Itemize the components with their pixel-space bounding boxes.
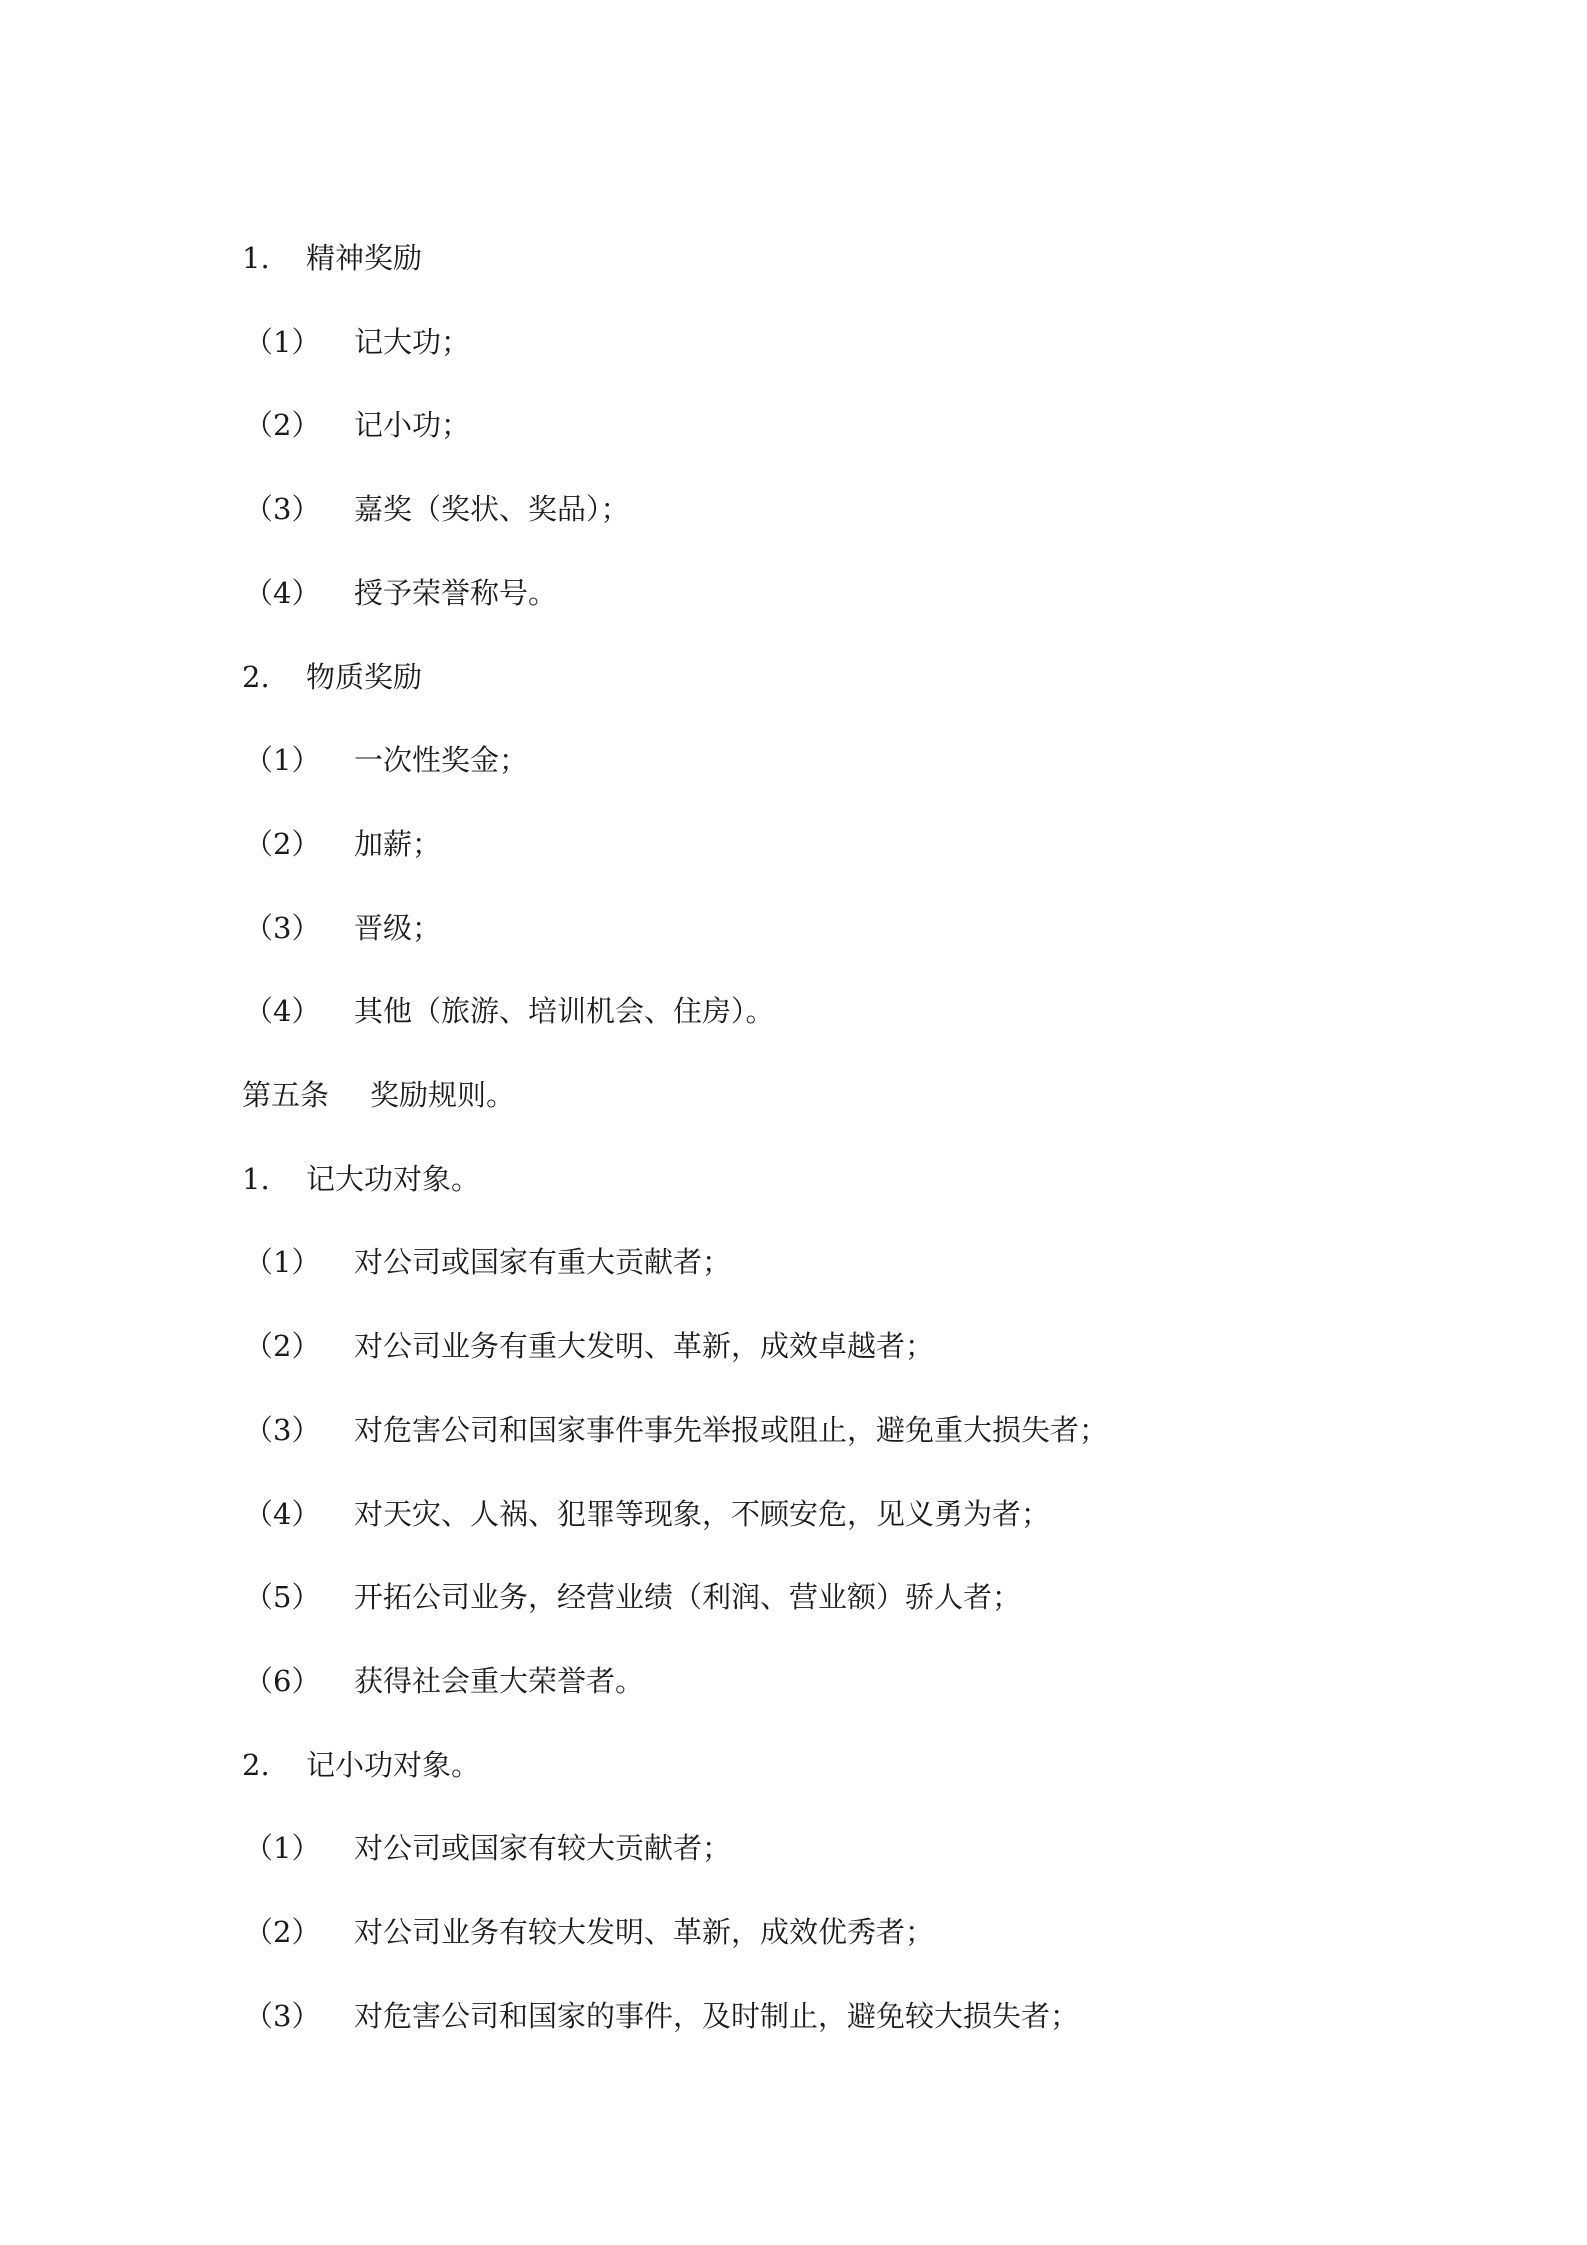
item-text: 加薪； xyxy=(354,827,442,861)
item-text: 精神奖励 xyxy=(306,241,423,275)
item-marker: （4） xyxy=(244,994,321,1028)
item-marker: （2） xyxy=(244,1329,321,1363)
item-marker: （3） xyxy=(244,1999,321,2033)
list-item xyxy=(0,1986,1587,2046)
list-item xyxy=(0,1400,1587,1460)
list-item xyxy=(0,228,1587,288)
item-text: 授予荣誉称号。 xyxy=(354,576,558,610)
item-text: 记大功； xyxy=(354,325,471,359)
item-marker: （1） xyxy=(244,743,321,777)
item-marker: （6） xyxy=(244,1664,321,1698)
item-marker: 1. xyxy=(242,241,270,275)
item-text: 对天灾、人祸、犯罪等现象，不顾安危，见义勇为者； xyxy=(354,1497,1051,1531)
list-item xyxy=(0,1651,1587,1711)
item-text: 对公司业务有较大发明、革新，成效优秀者； xyxy=(354,1915,935,1949)
item-marker: 2. xyxy=(242,1748,270,1782)
list-item xyxy=(0,814,1587,874)
list-item xyxy=(0,1065,1587,1125)
item-marker: （1） xyxy=(244,1245,321,1279)
item-text: 物质奖励 xyxy=(306,660,423,694)
list-item xyxy=(0,1484,1587,1544)
item-text: 开拓公司业务，经营业绩（利润、营业额）骄人者； xyxy=(354,1580,1022,1614)
list-item xyxy=(0,1316,1587,1376)
list-item xyxy=(0,312,1587,372)
item-marker: （1） xyxy=(244,1831,321,1865)
list-item xyxy=(0,1735,1587,1795)
list-item xyxy=(0,479,1587,539)
item-marker: （1） xyxy=(244,325,321,359)
item-text: 记小功； xyxy=(354,408,471,442)
item-text: 嘉奖（奖状、奖品）； xyxy=(354,492,630,526)
list-item xyxy=(0,563,1587,623)
list-item xyxy=(0,1149,1587,1209)
item-marker: （5） xyxy=(244,1580,321,1614)
list-item xyxy=(0,898,1587,958)
list-item xyxy=(0,730,1587,790)
list-item xyxy=(0,1232,1587,1292)
item-text: 对危害公司和国家事件事先举报或阻止，避免重大损失者； xyxy=(354,1413,1109,1447)
item-text: 获得社会重大荣誉者。 xyxy=(354,1664,645,1698)
item-text: 一次性奖金； xyxy=(354,743,529,777)
item-text: 其他（旅游、培训机会、住房）。 xyxy=(354,994,775,1028)
item-text: 对公司业务有重大发明、革新，成效卓越者； xyxy=(354,1329,935,1363)
list-item xyxy=(0,981,1587,1041)
list-item xyxy=(0,1567,1587,1627)
item-text: 对公司或国家有较大贡献者； xyxy=(354,1831,732,1865)
article-title: 奖励规则。 xyxy=(370,1078,516,1112)
item-marker: （3） xyxy=(244,911,321,945)
item-marker: 2. xyxy=(242,660,270,694)
item-marker: （2） xyxy=(244,827,321,861)
item-marker: （3） xyxy=(244,492,321,526)
item-marker: （2） xyxy=(244,408,321,442)
list-item xyxy=(0,1902,1587,1962)
article-marker: 第五条 xyxy=(242,1078,330,1112)
item-marker: 1. xyxy=(242,1162,270,1196)
item-text: 记大功对象。 xyxy=(306,1162,481,1196)
item-marker: （4） xyxy=(244,576,321,610)
item-marker: （4） xyxy=(244,1497,321,1531)
item-marker: （2） xyxy=(244,1915,321,1949)
item-marker: （3） xyxy=(244,1413,321,1447)
item-text: 对危害公司和国家的事件，及时制止，避免较大损失者； xyxy=(354,1999,1080,2033)
list-item xyxy=(0,1818,1587,1878)
list-item xyxy=(0,647,1587,707)
item-text: 晋级； xyxy=(354,911,442,945)
item-text: 记小功对象。 xyxy=(306,1748,481,1782)
list-item xyxy=(0,395,1587,455)
item-text: 对公司或国家有重大贡献者； xyxy=(354,1245,732,1279)
